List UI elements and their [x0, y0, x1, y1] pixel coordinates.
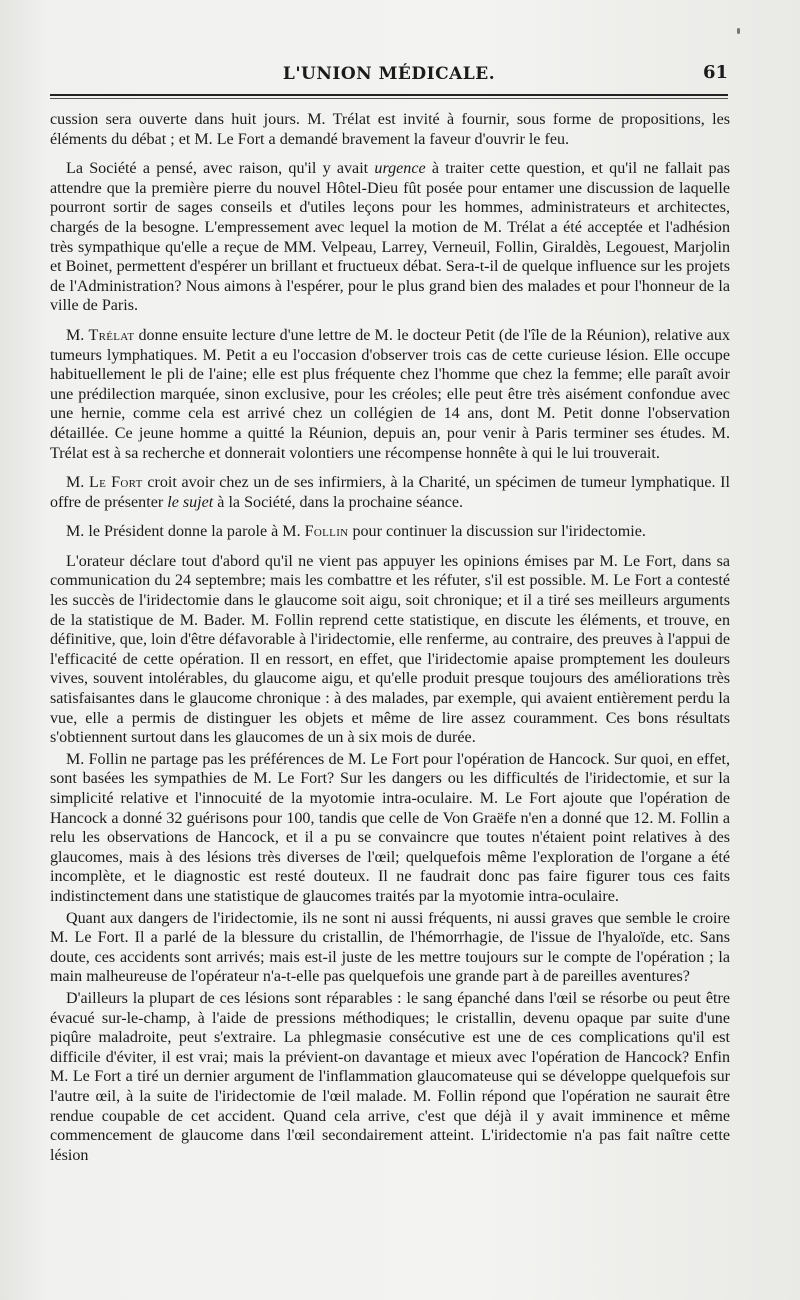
text-run: à traiter cette question, et qu'il ne fallait pas attendre que la première pierre du nouvel Hôtel-Dieu fût posée pour entamer une discussion de laquelle pourront sortir de sages conseils et d'utiles leçons pour les hommes, administrateurs et architectes, chargés de la besogne. L'empressement avec lequel la motion de M. Trélat a été acceptée et l'adhésion très sympathique qu'elle a reçue de MM. Velpeau, Larrey, Verneuil, Follin, Giraldès, Legouest, Marjolin et Boinet, permettent d'espérer un brillant et fructueux débat. Sera-t-il de quelque influence sur les projets de l'Administration? Nous aimons à l'espérer, pour le plus grand bien des malades et pour l'honneur de la ville de Paris.	[50, 160, 730, 315]
text-run: pour continuer la discussion sur l'iridectomie.	[348, 523, 646, 541]
speaker-name: Trélat	[88, 326, 135, 344]
text-run: M. Follin ne partage pas les préférences de M. Le Fort pour l'opération de Hancock. Sur quoi, en effet, sont basées les sympathies de M. Le Fort? Sur les dangers ou les difficultés de l'iridectomie, et sur la simplicité relative et l'innocuité de la myotomie intra-oculaire. M. Le Fort ajoute que l'opération de Hancock a donné 32 guérisons pour 100, tandis que celle de Von Graëfe n'en a donné que 12. M. Follin a relu les observations de Hancock, et il a pu se convaincre que toutes n'étaient point relatives à des glaucomes, mais à des lésions très diverses de l'œil; quelquefois même l'exploration de l'organe a été incomplète, et le diagnostic est resté douteux. Il ne faudrait donc pas faire figurer tous ces faits indistinctement dans une statistique de glaucomes traités par la myotomie intra-oculaire.	[50, 750, 730, 905]
header-rule-thin	[50, 98, 728, 99]
page-number: 61	[702, 62, 728, 83]
paragraph	[50, 159, 730, 316]
text-run: La Société a pensé, avec raison, qu'il y avait	[66, 160, 375, 178]
text-run: donne ensuite lecture d'une lettre de M. le docteur Petit (de l'île de la Réunion), relative aux tumeurs lymphatiques. M. Petit a eu l'occasion d'observer trois cas de cette curieuse lésion. Elle occupe habituellement le pli de l'aine; elle est plus fréquente chez l'homme que chez la femme; elle paraît avoir une prédilection marquée, sinon exclusive, pour les créoles; elle peut être très aisément confondue avec une hernie, comme cela est arrivé chez un collégien de 14 ans, dont M. Petit donne l'observation détaillée. Ce jeune homme a quitté la Réunion, depuis an, pour venir à Paris terminer ses études. M. Trélat est à sa recherche et donnerait volontiers une récompense honnête à qui le lui trouverait.	[50, 326, 731, 462]
header-rule	[50, 94, 728, 96]
paragraph	[50, 750, 730, 907]
text-run: M. le Président donne la parole à M.	[66, 523, 305, 541]
running-title: L'UNION MÉDICALE.	[282, 64, 496, 84]
text-run: D'ailleurs la plupart de ces lésions sont réparables : le sang épanché dans l'œil se résorbe ou peut être évacué sur-le-champ, à l'aide de pressions méthodiques; le cristallin, devenu opaque par suite d'une piqûre maladroite, peut s'extraire. La phlegmasie consécutive est une de ces complications qu'il est difficile d'éviter, il est vrai; mais la prévient-on davantage et mieux avec l'opération de Hancock? Enfin M. Le Fort a tiré un dernier argument de l'inflammation glaucomateuse qui se développe quelquefois sur l'autre œil, à la suite de l'iridectomie de l'œil malade. M. Follin répond que l'opération ne saurait être rendue coupable de cet accident. Quand cela arrive, c'est que déjà il y avait imminence et même commencement de glaucome dans l'œil secondairement atteint. L'iridectomie n'a pas fait naître cette lésion	[50, 989, 730, 1164]
paragraph	[50, 326, 730, 463]
paragraph	[50, 552, 730, 748]
paragraph	[50, 989, 730, 1165]
italic-text: le sujet	[167, 493, 214, 511]
text-run: croit avoir chez un de ses infirmiers, à la Charité, un spécimen de tumeur lymphatique. Il offre de présenter	[50, 474, 730, 511]
speaker-name: Follin	[304, 523, 349, 541]
article-body	[50, 110, 730, 1167]
paragraph	[50, 110, 730, 149]
text-run: M.	[66, 326, 89, 344]
text-run: à la Société, dans la prochaine séance.	[213, 493, 464, 511]
text-run: L'orateur déclare tout d'abord qu'il ne vient pas appuyer les opinions émises par M. Le Fort, dans sa communication du 24 septembre; mais les combattre et les réfuter, s'il est possible. M. Le Fort a contesté les succès de l'iridectomie dans le glaucome soit aigu, soit chronique; et il a tiré ses meilleurs arguments de la statistique de M. Bader. M. Follin reprend cette statistique, en discute les éléments, et trouve, en définitive, que, loin d'être défavorable à l'iridectomie, elle renferme, au contraire, des preuves à l'appui de l'efficacité de cette opération. Il en ressort, en effet, que l'iridectomie apaise promptement les douleurs vives, souvent intolérables, du glaucome aigu, et qu'elle produit presque toujours des améliorations très satisfaisantes dans le glaucome chronique : à des malades, par exemple, qui avaient entièrement perdu la vue, elle a permis de distinguer les objets et même de lire assez couramment. Ces bons résultats s'obtiennent surtout dans les glaucomes de un à six mois de durée.	[50, 552, 730, 747]
text-run: cussion sera ouverte dans huit jours. M. Trélat est invité à fournir, sous forme de propositions, les éléments du débat ; et M. Le Fort a demandé bravement la faveur d'ouvrir le feu.	[50, 111, 730, 148]
speaker-name: Le Fort	[89, 474, 143, 492]
italic-text: urgence	[374, 160, 426, 178]
page-header	[50, 58, 728, 92]
text-run: Quant aux dangers de l'iridectomie, ils ne sont ni aussi fréquents, ni aussi graves que semble le croire M. Le Fort. Il a parlé de la blessure du cristallin, de l'hémorrhagie, de l'issue de l'hyaloïde, etc. Sans doute, ces accidents sont arrivés; mais est-il juste de les mettre toujours sur le compte de l'opération ; la main malheureuse de l'opérateur n'a-t-elle pas quelquefois une grande part à de pareilles aventures?	[50, 909, 730, 986]
print-speck	[737, 28, 740, 34]
text-run: M.	[66, 474, 90, 492]
paragraph	[50, 522, 730, 542]
paragraph	[50, 909, 730, 987]
paragraph	[50, 473, 730, 512]
